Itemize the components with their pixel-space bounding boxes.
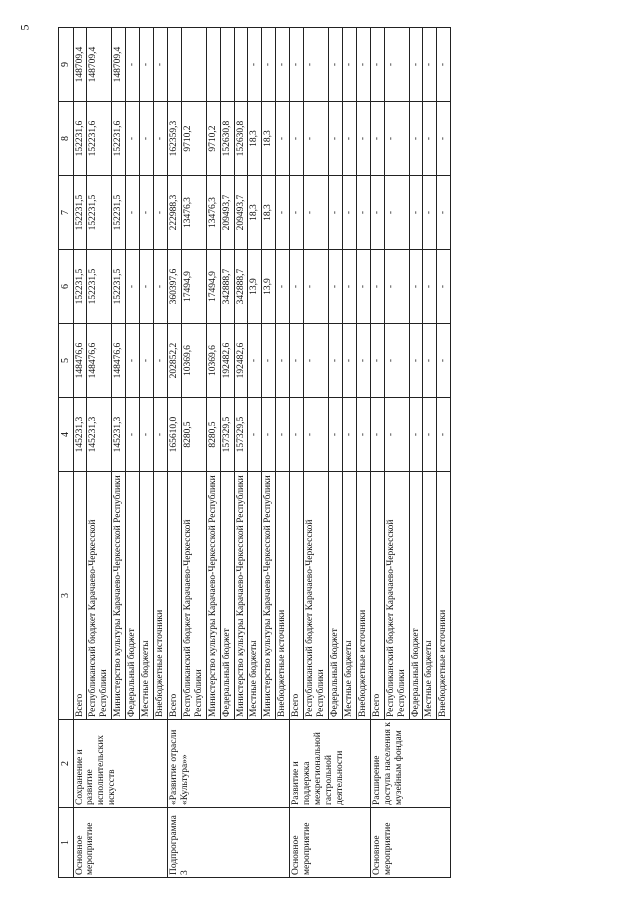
value-cell: - bbox=[384, 250, 409, 324]
col-header: 9 bbox=[59, 28, 74, 102]
table-row bbox=[73, 28, 87, 878]
value-cell: - bbox=[437, 28, 451, 102]
table-row bbox=[290, 28, 304, 878]
value-cell bbox=[181, 28, 206, 102]
value-cell: 152231,5 bbox=[112, 176, 126, 250]
value-cell: - bbox=[276, 28, 290, 102]
value-cell: - bbox=[437, 102, 451, 176]
value-cell: - bbox=[276, 176, 290, 250]
value-cell: 8280,5 bbox=[181, 398, 206, 472]
value-cell: - bbox=[276, 324, 290, 398]
value-cell: - bbox=[356, 398, 370, 472]
value-cell: - bbox=[370, 28, 384, 102]
funding-source: Республиканский бюджет Карачаево-Черкесской Республики bbox=[384, 472, 409, 720]
value-cell: 152231,6 bbox=[112, 102, 126, 176]
funding-source: Внебюджетные источники bbox=[276, 472, 290, 720]
value-cell: - bbox=[248, 324, 262, 398]
value-cell: - bbox=[409, 28, 423, 102]
table-row bbox=[370, 28, 384, 878]
value-cell: - bbox=[437, 324, 451, 398]
value-cell: - bbox=[423, 324, 437, 398]
value-cell: - bbox=[370, 102, 384, 176]
value-cell: 13476,3 bbox=[181, 176, 206, 250]
value-cell: 162359,3 bbox=[167, 102, 181, 176]
value-cell: - bbox=[262, 324, 276, 398]
value-cell: 9710,2 bbox=[206, 102, 220, 176]
value-cell bbox=[167, 28, 181, 102]
value-cell: - bbox=[329, 102, 343, 176]
funding-source: Всего bbox=[167, 472, 181, 720]
value-cell: - bbox=[342, 28, 356, 102]
value-cell: - bbox=[304, 176, 329, 250]
funding-source: Местные бюджеты bbox=[248, 472, 262, 720]
value-cell: 148709,4 bbox=[73, 28, 87, 102]
value-cell: - bbox=[384, 28, 409, 102]
value-cell: 148476,6 bbox=[112, 324, 126, 398]
value-cell: - bbox=[370, 176, 384, 250]
col-header: 8 bbox=[59, 102, 74, 176]
value-cell: - bbox=[423, 176, 437, 250]
value-cell: - bbox=[126, 324, 140, 398]
value-cell: - bbox=[384, 324, 409, 398]
value-cell: - bbox=[140, 28, 154, 102]
value-cell: - bbox=[356, 176, 370, 250]
value-cell: - bbox=[356, 324, 370, 398]
value-cell: - bbox=[423, 398, 437, 472]
measure-type: Основное мероприятие bbox=[370, 808, 451, 878]
value-cell: 18,3 bbox=[262, 176, 276, 250]
value-cell: - bbox=[356, 102, 370, 176]
value-cell: - bbox=[276, 102, 290, 176]
value-cell: - bbox=[304, 324, 329, 398]
value-cell: - bbox=[290, 324, 304, 398]
value-cell: 192482,6 bbox=[220, 324, 234, 398]
value-cell: - bbox=[384, 102, 409, 176]
value-cell: 10369,6 bbox=[181, 324, 206, 398]
value-cell: - bbox=[262, 398, 276, 472]
value-cell: - bbox=[304, 398, 329, 472]
value-cell: - bbox=[140, 176, 154, 250]
measure-type: Основное мероприятие bbox=[290, 808, 371, 878]
funding-source: Республиканский бюджет Карачаево-Черкесской Республики bbox=[87, 472, 112, 720]
table-row bbox=[167, 28, 181, 878]
value-cell: - bbox=[290, 102, 304, 176]
value-cell: 148476,6 bbox=[87, 324, 112, 398]
value-cell: 145231,3 bbox=[73, 398, 87, 472]
value-cell: - bbox=[370, 324, 384, 398]
value-cell: - bbox=[304, 28, 329, 102]
funding-source: Министерство культуры Карачаево-Черкесской Республики bbox=[206, 472, 220, 720]
value-cell: 148709,4 bbox=[112, 28, 126, 102]
value-cell: 192482,6 bbox=[234, 324, 248, 398]
value-cell: 17494,9 bbox=[206, 250, 220, 324]
value-cell: - bbox=[262, 28, 276, 102]
value-cell: 152231,6 bbox=[87, 102, 112, 176]
value-cell: 9710,2 bbox=[181, 102, 206, 176]
value-cell: - bbox=[276, 250, 290, 324]
value-cell: - bbox=[329, 28, 343, 102]
value-cell: 13476,3 bbox=[206, 176, 220, 250]
value-cell bbox=[234, 28, 248, 102]
value-cell: - bbox=[154, 102, 168, 176]
value-cell: - bbox=[409, 398, 423, 472]
measure-type: Подпрограмма 3 bbox=[167, 808, 289, 878]
value-cell: - bbox=[329, 250, 343, 324]
value-cell: - bbox=[342, 250, 356, 324]
value-cell: 145231,3 bbox=[87, 398, 112, 472]
value-cell: - bbox=[342, 102, 356, 176]
col-header: 5 bbox=[59, 324, 74, 398]
value-cell: - bbox=[290, 28, 304, 102]
value-cell bbox=[220, 28, 234, 102]
value-cell: - bbox=[304, 250, 329, 324]
value-cell: 17494,9 bbox=[181, 250, 206, 324]
value-cell: - bbox=[154, 28, 168, 102]
funding-source: Федеральный бюджет bbox=[126, 472, 140, 720]
value-cell: - bbox=[409, 250, 423, 324]
value-cell: - bbox=[290, 250, 304, 324]
value-cell: 152630,8 bbox=[220, 102, 234, 176]
funding-source: Федеральный бюджет bbox=[329, 472, 343, 720]
value-cell: - bbox=[140, 398, 154, 472]
value-cell: 18,3 bbox=[262, 102, 276, 176]
rotated-page bbox=[58, 28, 618, 878]
header-row bbox=[59, 28, 74, 878]
value-cell: - bbox=[437, 176, 451, 250]
value-cell: - bbox=[409, 324, 423, 398]
funding-source: Всего bbox=[370, 472, 384, 720]
value-cell: - bbox=[290, 398, 304, 472]
value-cell: 152231,5 bbox=[73, 250, 87, 324]
value-cell: 18,3 bbox=[248, 176, 262, 250]
col-header: 7 bbox=[59, 176, 74, 250]
value-cell: 342888,7 bbox=[234, 250, 248, 324]
value-cell: - bbox=[329, 176, 343, 250]
funding-source: Федеральный бюджет bbox=[409, 472, 423, 720]
value-cell: - bbox=[342, 176, 356, 250]
value-cell: 152231,5 bbox=[112, 250, 126, 324]
measure-name: Расширение доступа населения к музейным фондам bbox=[370, 720, 451, 808]
value-cell: - bbox=[409, 176, 423, 250]
value-cell: 152231,6 bbox=[73, 102, 87, 176]
value-cell: - bbox=[342, 324, 356, 398]
value-cell bbox=[206, 28, 220, 102]
funding-source: Всего bbox=[73, 472, 87, 720]
value-cell: - bbox=[370, 250, 384, 324]
value-cell: - bbox=[329, 398, 343, 472]
value-cell: - bbox=[384, 398, 409, 472]
col-header: 3 bbox=[59, 472, 74, 720]
value-cell: - bbox=[126, 102, 140, 176]
value-cell: - bbox=[437, 398, 451, 472]
col-header: 6 bbox=[59, 250, 74, 324]
value-cell: 145231,3 bbox=[112, 398, 126, 472]
value-cell: 13,9 bbox=[262, 250, 276, 324]
value-cell: 8280,5 bbox=[206, 398, 220, 472]
funding-source: Местные бюджеты bbox=[342, 472, 356, 720]
col-header: 2 bbox=[59, 720, 74, 808]
value-cell: 165610,0 bbox=[167, 398, 181, 472]
value-cell: 209493,7 bbox=[234, 176, 248, 250]
funding-source: Местные бюджеты bbox=[140, 472, 154, 720]
funding-source: Министерство культуры Карачаево-Черкесской Республики bbox=[234, 472, 248, 720]
value-cell: 157329,5 bbox=[234, 398, 248, 472]
value-cell: - bbox=[154, 176, 168, 250]
funding-source: Внебюджетные источники bbox=[437, 472, 451, 720]
value-cell: - bbox=[342, 398, 356, 472]
value-cell: - bbox=[409, 102, 423, 176]
value-cell: - bbox=[126, 176, 140, 250]
value-cell: - bbox=[290, 176, 304, 250]
value-cell: - bbox=[126, 250, 140, 324]
col-header: 4 bbox=[59, 398, 74, 472]
funding-source: Министерство культуры Карачаево-Черкесской Республики bbox=[262, 472, 276, 720]
value-cell: - bbox=[423, 250, 437, 324]
value-cell: 152630,8 bbox=[234, 102, 248, 176]
funding-source: Внебюджетные источники bbox=[154, 472, 168, 720]
value-cell: 342888,7 bbox=[220, 250, 234, 324]
page-number: 5 bbox=[17, 24, 32, 31]
value-cell: - bbox=[248, 398, 262, 472]
value-cell: 222988,3 bbox=[167, 176, 181, 250]
value-cell: - bbox=[356, 28, 370, 102]
value-cell: - bbox=[276, 398, 290, 472]
value-cell: - bbox=[154, 250, 168, 324]
value-cell: 152231,5 bbox=[73, 176, 87, 250]
value-cell: 148476,6 bbox=[73, 324, 87, 398]
measure-name: Сохранение и развитие исполнительских искусств bbox=[73, 720, 167, 808]
funding-source: Внебюджетные источники bbox=[356, 472, 370, 720]
funding-source: Республиканский бюджет Карачаево-Черкесской Республики bbox=[181, 472, 206, 720]
value-cell: 157329,5 bbox=[220, 398, 234, 472]
value-cell: 148709,4 bbox=[87, 28, 112, 102]
value-cell: - bbox=[437, 250, 451, 324]
value-cell: 202852,2 bbox=[167, 324, 181, 398]
value-cell: - bbox=[126, 398, 140, 472]
value-cell: - bbox=[140, 250, 154, 324]
value-cell: - bbox=[356, 250, 370, 324]
measure-name: Развитие и поддержка межрегиональной гастрольной деятельности bbox=[290, 720, 371, 808]
value-cell: 152231,5 bbox=[87, 176, 112, 250]
value-cell: - bbox=[140, 324, 154, 398]
col-header: 1 bbox=[59, 808, 74, 878]
value-cell: - bbox=[154, 324, 168, 398]
value-cell: - bbox=[140, 102, 154, 176]
value-cell: - bbox=[126, 28, 140, 102]
value-cell: 209493,7 bbox=[220, 176, 234, 250]
value-cell: 152231,5 bbox=[87, 250, 112, 324]
value-cell: 13,9 bbox=[248, 250, 262, 324]
value-cell: - bbox=[248, 28, 262, 102]
value-cell: 18,3 bbox=[248, 102, 262, 176]
budget-table bbox=[58, 27, 451, 878]
funding-source: Местные бюджеты bbox=[423, 472, 437, 720]
value-cell: - bbox=[370, 398, 384, 472]
value-cell: - bbox=[423, 102, 437, 176]
value-cell: 360397,6 bbox=[167, 250, 181, 324]
funding-source: Федеральный бюджет bbox=[220, 472, 234, 720]
funding-source: Республиканский бюджет Карачаево-Черкесской Республики bbox=[304, 472, 329, 720]
value-cell: - bbox=[304, 102, 329, 176]
value-cell: - bbox=[154, 398, 168, 472]
value-cell: - bbox=[329, 324, 343, 398]
value-cell: 10369,6 bbox=[206, 324, 220, 398]
measure-type: Основное мероприятие bbox=[73, 808, 167, 878]
measure-name: «Развитие отрасли «Культура»» bbox=[167, 720, 289, 808]
value-cell: - bbox=[423, 28, 437, 102]
funding-source: Министерство культуры Карачаево-Черкесской Республики bbox=[112, 472, 126, 720]
funding-source: Всего bbox=[290, 472, 304, 720]
value-cell: - bbox=[384, 176, 409, 250]
